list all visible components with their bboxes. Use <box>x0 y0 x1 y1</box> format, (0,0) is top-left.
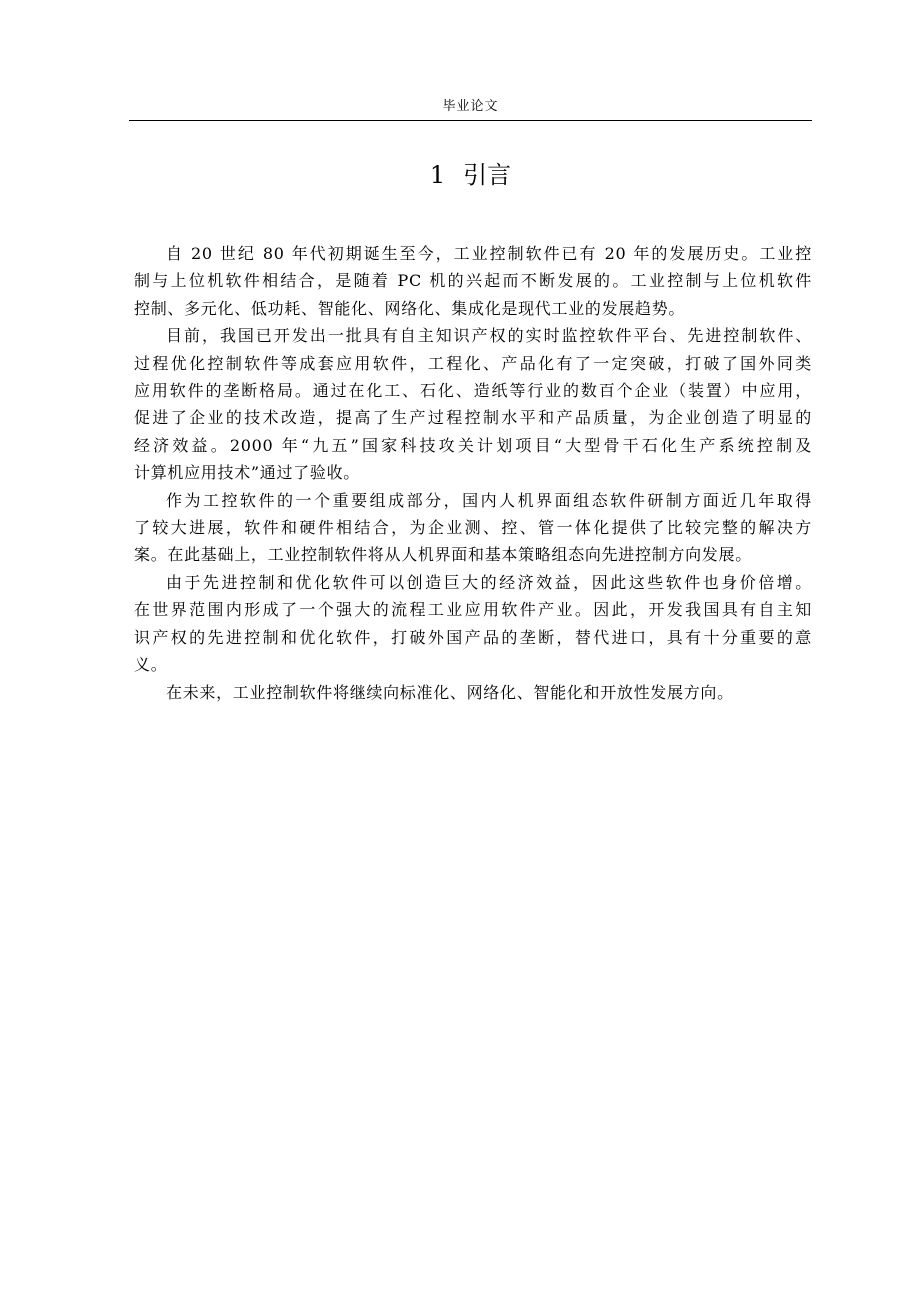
body-paragraph <box>134 679 812 706</box>
paragraph-line: 识产权的先进控制和优化软件，打破外国产品的垄断，替代进口，具有十分重要的意 <box>134 627 812 647</box>
body-paragraph <box>134 487 812 569</box>
paragraph-line: 了较大进展，软件和硬件相结合，为企业测、控、管一体化提供了比较完整的解决方 <box>134 518 812 538</box>
chapter-number: 1 <box>429 161 446 189</box>
body-paragraph <box>134 322 812 486</box>
body-text <box>134 240 812 706</box>
body-paragraph <box>134 240 812 322</box>
paragraph-line: 在世界范围内形成了一个强大的流程工业应用软件产业。因此，开发我国具有自主知 <box>134 600 812 620</box>
chapter-title-text: 引言 <box>463 161 512 189</box>
paragraph-line: 义。 <box>134 655 168 675</box>
chapter-title <box>129 158 812 192</box>
paragraph-line: 促进了企业的技术改造，提高了生产过程控制水平和产品质量，为企业创造了明显的 <box>134 408 812 428</box>
body-paragraph <box>134 569 812 679</box>
paragraph-line: 案。在此基础上，工业控制软件将从人机界面和基本策略组态向先进控制方向发展。 <box>134 545 752 565</box>
paragraph-line: 制与上位机软件相结合，是随着 PC 机的兴起而不断发展的。工业控制与上位机软件 <box>134 271 812 291</box>
paragraph-line: 作为工控软件的一个重要组成部分，国内人机界面组态软件研制方面近几年取得 <box>166 490 812 510</box>
paragraph-line: 在未来，工业控制软件将继续向标准化、网络化、智能化和开放性发展方向。 <box>166 682 734 702</box>
paragraph-line: 目前，我国已开发出一批具有自主知识产权的实时监控软件平台、先进控制软件、 <box>166 326 812 346</box>
paragraph-line: 过程优化控制软件等成套应用软件，工程化、产品化有了一定突破，打破了国外同类 <box>134 353 812 373</box>
running-title: 毕业论文 <box>442 99 499 114</box>
paragraph-line: 由于先进控制和优化软件可以创造巨大的经济效益，因此这些软件也身价倍增。 <box>166 572 812 592</box>
paragraph-line: 应用软件的垄断格局。通过在化工、石化、造纸等行业的数百个企业（装置）中应用， <box>134 381 812 401</box>
paragraph-line: 经济效益。2000 年“九五”国家科技攻关计划项目“大型骨干石化生产系统控制及 <box>134 435 812 455</box>
page-header <box>129 95 812 121</box>
paragraph-line: 自 20 世纪 80 年代初期诞生至今，工业控制软件已有 20 年的发展历史。工业控 <box>166 244 812 263</box>
paragraph-line: 控制、多元化、低功耗、智能化、网络化、集成化是现代工业的发展趋势。 <box>134 298 686 318</box>
paragraph-line: 计算机应用技术”通过了验收。 <box>134 463 360 483</box>
header-rule <box>129 120 812 121</box>
